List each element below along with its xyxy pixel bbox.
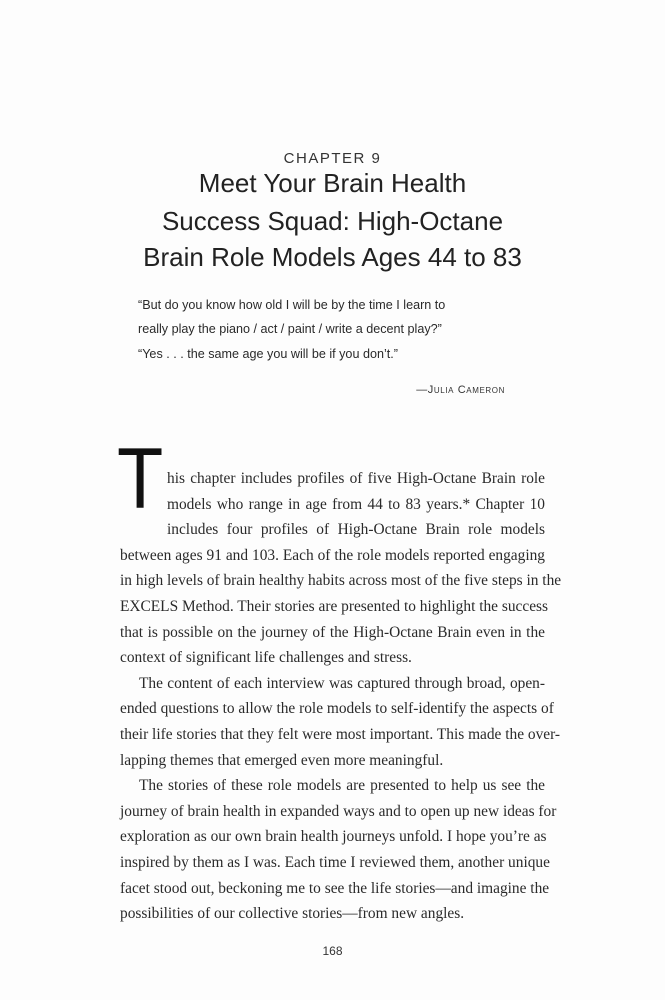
body-line: between ages 91 and 103. Each of the role models reported engaging — [120, 546, 545, 564]
page-number: 168 — [322, 944, 343, 958]
chapter-title-line: Meet Your Brain Health — [198, 168, 467, 198]
body-line: exploration as our own brain health journeys unfold. I hope you’re as — [120, 828, 547, 846]
body-line: possibilities of our collective stories—from new angles. — [120, 905, 465, 923]
body-line: facet stood out, beckoning me to see the life stories—and imagine the — [120, 879, 550, 897]
body-line: The stories of these role models are presented to help us see the — [139, 777, 545, 795]
epigraph-line: really play the piano / act / paint / write a decent play?” — [138, 322, 442, 336]
body-line: inspired by them as I was. Each time I reviewed them, another unique — [120, 854, 550, 871]
body-line: lapping themes that emerged even more meaningful. — [120, 751, 444, 769]
body-line: includes four profiles of High-Octane Brain role models — [167, 521, 545, 539]
body-line: EXCELS Method. Their stories are presented to highlight the success — [120, 598, 548, 615]
chapter-title-line: Success Squad: High-Octane — [161, 206, 504, 236]
epigraph-attribution: —Julia Cameron — [416, 384, 505, 396]
body-line: context of significant life challenges and stress. — [120, 649, 412, 667]
body-line: journey of brain health in expanded ways and to open up new ideas for — [120, 802, 557, 820]
epigraph-line: “But do you know how old I will be by the time I learn to — [138, 298, 446, 312]
body-line: The content of each interview was captured through broad, open- — [139, 674, 545, 692]
body-line: models who range in age from 44 to 83 years.* Chapter 10 — [167, 495, 545, 513]
body-line: their life stories that they felt were most important. This made the over- — [120, 726, 561, 743]
drop-cap: T — [117, 431, 164, 527]
body-line: in high levels of brain healthy habits across most of the five steps in the — [120, 572, 562, 590]
epigraph-line: “Yes . . . the same age you will be if you don’t.” — [138, 347, 398, 361]
chapter-title-line: Brain Role Models Ages 44 to 83 — [143, 242, 522, 272]
body-line: his chapter includes profiles of five High-Octane Brain role — [167, 470, 545, 487]
body-line: ended questions to allow the role models to self-identify the aspects of — [120, 700, 554, 718]
body-line: that is possible on the journey of the High-Octane Brain even in the — [120, 623, 545, 641]
chapter-label: CHAPTER 9 — [283, 150, 382, 167]
